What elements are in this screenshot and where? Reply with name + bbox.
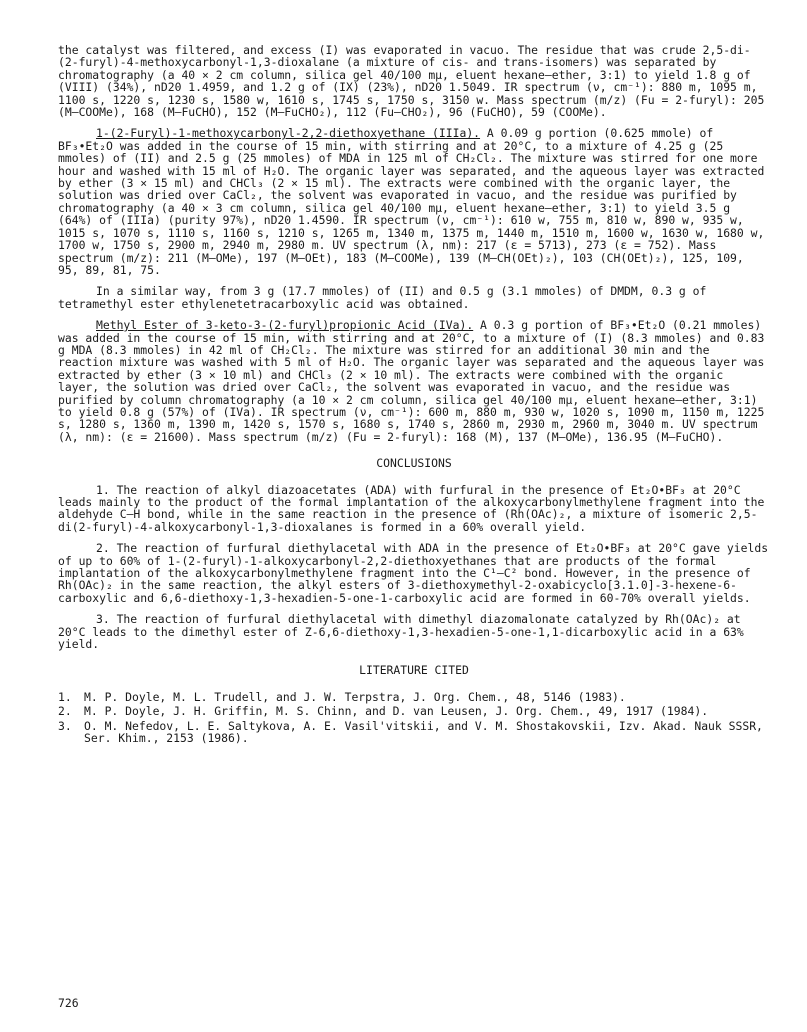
literature-heading: LITERATURE CITED (359, 663, 469, 678)
conclusion-item: 3. The reaction of furfural diethylacetal with dimethyl diazomalonate catalyzed by Rh(OAc)₂ at 20°C leads to the dimethyl ester of Z-6,6-diethoxy-1,3-hexadien-5-one-1,1-dicarboxylic acid in a 63% yield. (58, 612, 744, 652)
paragraph-iva-body: A 0.3 g portion of BF₃•Et₂O (0.21 mmoles) was added in the course of 15 min, with stirring and at 20°C, to a mixture of (I) (8.3 mmoles) and 0.83 g MDA (8.3 mmoles) in 42 ml of CH₂Cl₂. The mixture was stirred for an additional 30 min and the reaction mixture was washed with 5 ml of H₂O. The organic layer was separated and the aqueous layer was extracted by ether (3 × 10 ml) and CHCl₃ (2 × 10 ml). The extracts were combined with the organic layer, the solution was dried over CaCl₂, the solvent was evaporated in vacuo, and the residue was purified by column chromatography (a 10 × 2 cm column, silica gel 40/100 mμ, eluent hexane–ether, 3:1) to yield 0.8 g (57%) of (IVa). IR spectrum (ν, cm⁻¹): 600 m, 880 m, 930 w, 1020 s, 1090 m, 1150 m, 1225 s, 1280 s, 1360 m, 1390 m, 1420 s, 1570 s, 1680 s, 1740 s, 2860 m, 2930 m, 2960 m, 3040 m. UV spectrum (λ, nm): (ε = 21600). Mass spectrum (m/z) (Fu = 2-furyl): 168 (M), 137 (M–OMe), 136.95 (M–FuCHO). (58, 318, 765, 444)
reference-number: 1. (58, 689, 72, 704)
reference-item (58, 720, 770, 745)
reference-text: M. P. Doyle, J. H. Griffin, M. S. Chinn, and D. van Leusen, J. Org. Chem., 49, 1917 (1984). (84, 704, 709, 719)
reference-number: 2. (58, 704, 72, 719)
compound-title-iiia: 1-(2-Furyl)-1-methoxycarbonyl-2,2-diethoxyethane (IIIa). (96, 126, 481, 141)
reference-text: O. M. Nefedov, L. E. Saltykova, A. E. Vasil'vitskii, and V. M. Shostakovskii, Izv. Akad. Nauk SSSR, Ser. Khim., 2153 (1986). (84, 718, 763, 746)
paragraph-filtration: the catalyst was filtered, and excess (I) was evaporated in vacuo. The residue that was crude 2,5-di-(2-furyl)-4-methoxycarbonyl-1,3-dioxalane (a mixture of cis- and trans-isomers) was separated by chromatography (a 40 × 2 cm column, silica gel 40/100 mμ, eluent hexane–ether, 3:1) to yield 1.8 g of (VIII) (34%), nD20 1.4959, and 1.2 g of (IX) (23%), nD20 1.5049. IR spectrum (ν, cm⁻¹): 880 m, 1095 m, 1100 s, 1220 s, 1230 s, 1580 w, 1610 s, 1745 s, 1750 s, 3150 w. Mass spectrum (m/z) (Fu = 2-furyl): 205 (M–COOMe), 168 (M–FuCHO), 152 (M–FuCHO₂), 112 (Fu–CHO₂), 96 (FuCHO), 59 (COOMe). (58, 43, 765, 120)
reference-item (58, 705, 770, 717)
paragraph-iiia-body: A 0.09 g portion (0.625 mmole) of BF₃•Et₂O was added in the course of 15 min, with stirring and at 20°C, to a mixture of 4.25 g (25 mmoles) of (II) and 2.5 g (25 mmoles) of MDA in 125 ml of CH₂Cl₂. The mixture was stirred for one more hour and washed with 15 ml of H₂O. The organic layer was separated, and the aqueous layer was extracted by ether (3 × 15 ml) and CHCl₃ (2 × 15 ml). The extracts were combined with the organic layer, the solution was dried over CaCl₂, the solvent was evaporated in vacuo, and the residue was purified by chromatography (a 40 × 3 cm column, silica gel 40/100 mμ, eluent hexane–ether, 3:1) to yield 3.5 g (64%) of (IIIa) (purity 97%), nD20 1.4590. IR spectrum (ν, cm⁻¹): 610 w, 755 m, 810 w, 890 w, 935 w, 1015 s, 1070 s, 1110 s, 1160 s, 1210 s, 1265 m, 1340 m, 1375 m, 1440 m, 1510 m, 1600 w, 1630 w, 1680 w, 1700 w, 1750 s, 2900 m, 2940 m, 2980 m. UV spectrum (λ, nm): 217 (ε = 5713), 273 (ε = 752). Mass spectrum (m/z): 211 (M–OMe), 197 (M–OEt), 183 (M–COOMe), 139 (M–CH(OEt)₂), 103 (CH(OEt)₂), 125, 109, 95, 89, 81, 75. (58, 126, 765, 277)
paragraph-iva (58, 319, 770, 443)
compound-title-iva: Methyl Ester of 3-keto-3-(2-furyl)propionic Acid (IVa). (96, 318, 474, 333)
conclusion-item: 1. The reaction of alkyl diazoacetates (ADA) with furfural in the presence of Et₂O•BF₃ at 20°C leads mainly to the product of the formal implantation of the alkoxycarbonylmethylene fragment into the aldehyde C–H bond, while in the same reaction in the presence of (Rh(OAc)₂, a mixture of isomeric 2,5-di(2-furyl)-4-alkoxycarbonyl-1,3-dioxalanes is formed in a 60% overall yield. (58, 482, 765, 534)
reference-number: 3. (58, 718, 72, 733)
page-number: 726 (58, 996, 79, 1010)
reference-item (58, 691, 770, 703)
paper-page (58, 44, 770, 747)
reference-text: M. P. Doyle, M. L. Trudell, and J. W. Terpstra, J. Org. Chem., 48, 5146 (1983). (84, 689, 626, 704)
conclusions-heading: CONCLUSIONS (376, 456, 452, 471)
paragraph-iiia (58, 127, 770, 276)
paragraph-dmdm: In a similar way, from 3 g (17.7 mmoles) of (II) and 0.5 g (3.1 mmoles) of DMDM, 0.3 g of tetramethyl ester ethylenetetracarboxylic acid was obtained. (58, 284, 707, 311)
conclusion-item: 2. The reaction of furfural diethylacetal with ADA in the presence of Et₂O•BF₃ at 20°C gave yields of up to 60% of 1-(2-furyl)-1-alkoxycarbonyl-2,2-diethoxyethanes that are products of the formal implantation of the alkoxycarbonylmethylene fragment into the C¹–C² bond. However, in the presence of Rh(OAc)₂ in the same reaction, the alkyl esters of 3-diethoxymethyl-2-oxabicyclo[3.1.0]-3-hexene-6-carboxylic and 6,6-diethoxy-1,3-hexadien-5-one-1-carboxylic acid are formed in 60-70% overall yields. (58, 541, 769, 605)
